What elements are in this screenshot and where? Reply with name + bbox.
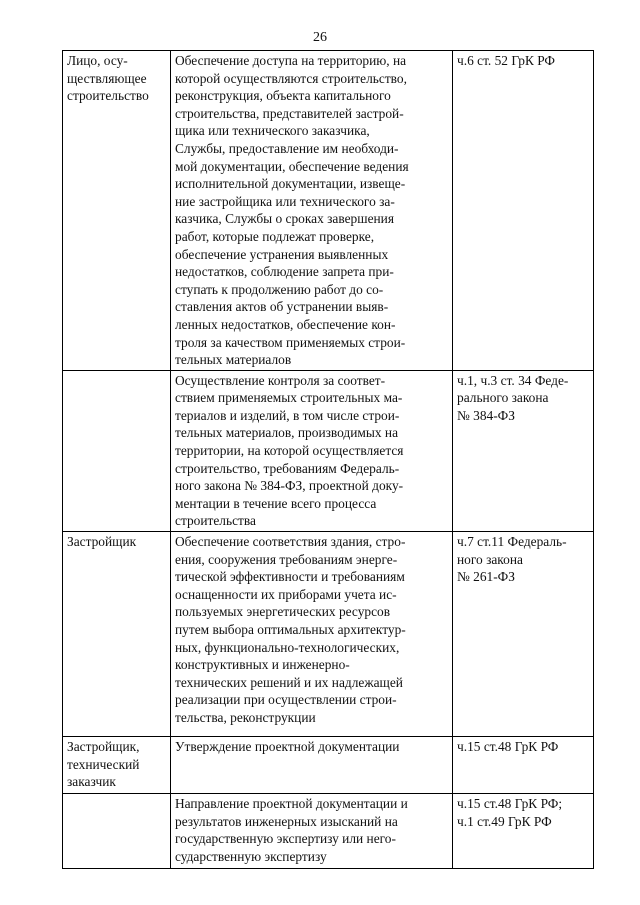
duty-cell xyxy=(171,532,453,737)
basis-text: ч.1, ч.3 ст. 34 Феде- рального закона № 384-ФЗ xyxy=(457,372,569,423)
basis-cell xyxy=(453,532,594,737)
basis-cell xyxy=(453,51,594,371)
table-row xyxy=(63,532,594,737)
subject-cell xyxy=(63,794,171,869)
basis-cell xyxy=(453,737,594,794)
subject-text: Застройщик, технический заказчик xyxy=(67,739,140,790)
basis-text: ч.15 ст.48 ГрК РФ xyxy=(457,739,559,755)
duty-text: Обеспечение доступа на территорию, на которой осуществляются строительство, реконструкция, объекта капитального строительства, представителей застрой- щика или технического заказчика, Службы, предоставление им необходи- мой документации, обеспечение ведения исполнительной документации, извеще- ние застройщика или технического за- казчика, Службы о сроках завершения работ, которые подлежат проверке, обеспечение устранения выявленных недостатков, соблюдение запрета при- ступать к продолжению работ до со- ставления актов об устранении выяв- ленных недостатков, обеспечение кон- троля за качеством применяемых строи- тельных материалов xyxy=(175,53,409,368)
basis-text: ч.7 ст.11 Федераль- ного закона № 261-ФЗ xyxy=(457,534,567,585)
subject-cell xyxy=(63,532,171,737)
subject-cell xyxy=(63,370,171,531)
basis-text: ч.15 ст.48 ГрК РФ; ч.1 ст.49 ГрК РФ xyxy=(457,796,563,829)
duty-text: Обеспечение соответствия здания, стро- ения, сооружения требованиям энерге- тической эффективности и требованиям оснащенности их приборами учета ис- пользуемых энергетических ресурсов путем выбора оптимальных архитектур- ных, функционально-технологических, конструктивных и инженерно- технических решений и их надлежащей реализации при осуществлении строи- тельства, реконструкции xyxy=(175,534,406,725)
subject-text: Лицо, осу- ществляющее строительство xyxy=(67,53,149,104)
subject-cell xyxy=(63,51,171,371)
subject-cell xyxy=(63,737,171,794)
table-row xyxy=(63,794,594,869)
duty-text: Направление проектной документации и результатов инженерных изысканий на государственную экспертизу или него- сударственную экспертизу xyxy=(175,796,408,864)
table-row xyxy=(63,737,594,794)
duty-text: Утверждение проектной документации xyxy=(175,739,400,755)
duty-cell xyxy=(171,370,453,531)
basis-cell xyxy=(453,794,594,869)
duty-text: Осуществление контроля за соответ- ствием применяемых строительных ма- териалов и изделий, в том числе строи- тельных материалов, производимых на территории, на которой осуществляется строительство, требованиям Федераль- ного закона № 384-ФЗ, проектной доку- ментации в течение всего процесса строительства xyxy=(175,372,404,529)
duty-cell xyxy=(171,737,453,794)
duty-cell xyxy=(171,794,453,869)
subject-text: Застройщик xyxy=(67,534,137,550)
page-number: 26 xyxy=(313,30,327,45)
table-row xyxy=(63,51,594,371)
basis-cell xyxy=(453,370,594,531)
responsibilities-table xyxy=(62,50,594,869)
duty-cell xyxy=(171,51,453,371)
basis-text: ч.6 ст. 52 ГрК РФ xyxy=(457,53,556,68)
table-row xyxy=(63,370,594,531)
